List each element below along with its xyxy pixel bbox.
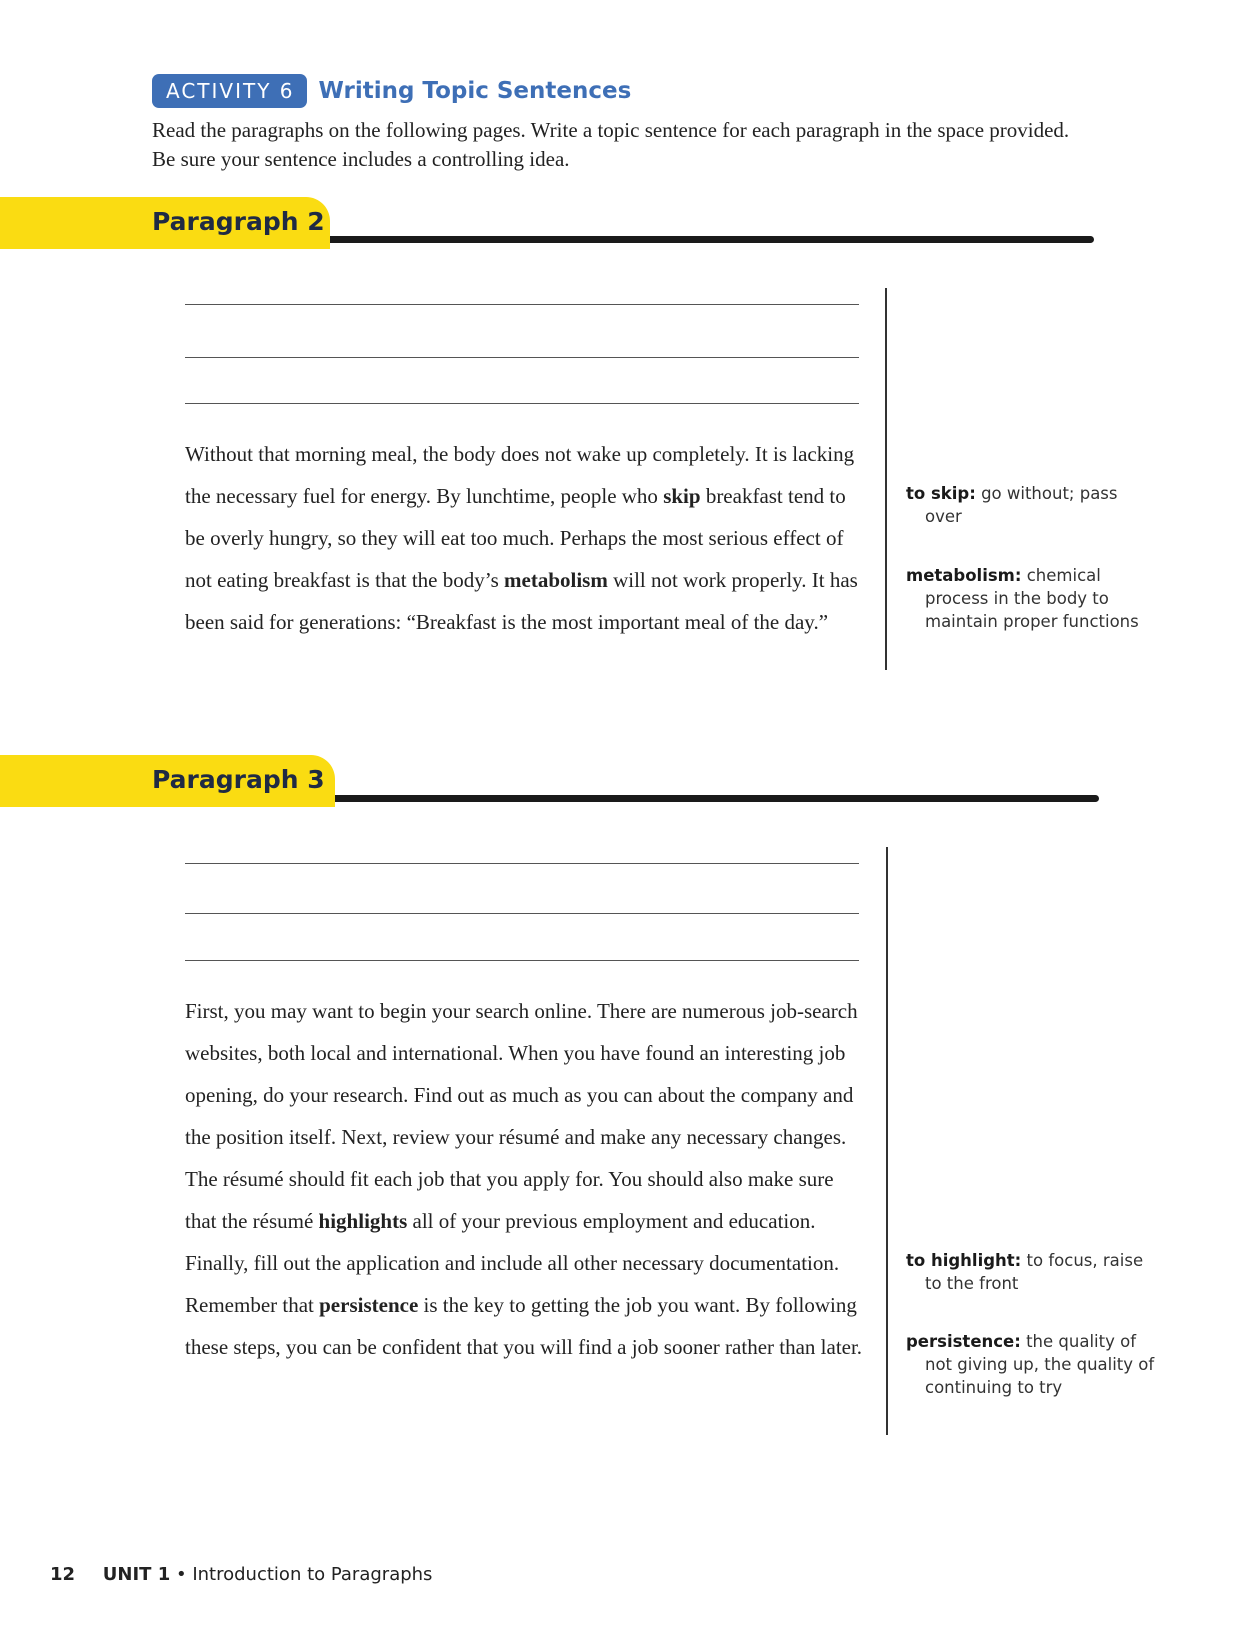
glossary-entry-persistence — [906, 1330, 1155, 1399]
glossary-term: metabolism: — [906, 566, 1022, 585]
paragraph-2-rule — [330, 236, 1094, 243]
margin-divider — [886, 847, 888, 1435]
glossary-term: to highlight: — [906, 1251, 1022, 1270]
activity-badge: ACTIVITY 6 — [152, 74, 307, 108]
answer-line[interactable] — [185, 357, 859, 358]
vocab-term: skip — [663, 484, 701, 508]
glossary-entry-metabolism — [906, 564, 1155, 633]
chapter-title: Introduction to Paragraphs — [192, 1564, 433, 1585]
vocab-term: highlights — [318, 1209, 408, 1233]
vocab-term: persistence — [319, 1293, 419, 1317]
page-footer — [50, 1564, 432, 1585]
text-run: First, you may want to begin your search online. There are numerous job-search websites, both local and international. When you have found an interesting job opening, do your research. Find out as much as you can about the company and the position itself. Next, review your résumé and make any necessary changes. The résumé should fit each job that you apply for. You should also make sure that the résumé — [185, 999, 858, 1233]
paragraph-2-tab — [0, 197, 330, 249]
glossary-definition: chemical process in the body to maintain proper functions — [925, 566, 1139, 631]
text-run: all of your previous employment and education. Finally, fill out the application and include all other necessary documentation. Remember that — [185, 1209, 840, 1317]
activity-title: Writing Topic Sentences — [318, 78, 632, 104]
glossary-term: persistence: — [906, 1332, 1021, 1351]
text-run: breakfast tend to be overly hungry, so they will eat too much. Perhaps the most serious effect of not eating breakfast is that the body’s — [185, 484, 846, 592]
paragraph-3-tab — [0, 755, 335, 807]
paragraph-2-text — [185, 433, 865, 643]
instructions: Read the paragraphs on the following pages. Write a topic sentence for each paragraph in the space provided. Be sure your sentence includes a controlling idea. — [152, 118, 1070, 171]
answer-line[interactable] — [185, 304, 859, 305]
page-number: 12 — [50, 1564, 76, 1585]
footer-separator: • — [175, 1564, 187, 1585]
paragraph-3-rule — [335, 795, 1099, 802]
answer-line[interactable] — [185, 863, 859, 864]
margin-divider — [885, 288, 887, 670]
answer-line[interactable] — [185, 960, 859, 961]
paragraph-2-heading: Paragraph 2 — [152, 207, 325, 236]
activity-header — [152, 74, 631, 108]
paragraph-3-text — [185, 990, 865, 1368]
glossary-entry-skip — [906, 482, 1155, 528]
answer-line[interactable] — [185, 913, 859, 914]
glossary-definition: the quality of not giving up, the quality of continuing to try — [925, 1332, 1155, 1397]
paragraph-3-heading: Paragraph 3 — [152, 765, 325, 794]
text-run: will not work properly. It has been said for generations: “Breakfast is the most important meal of the day.” — [185, 568, 858, 634]
glossary-definition: to focus, raise to the front — [925, 1251, 1144, 1293]
unit-label: UNIT 1 — [102, 1564, 171, 1585]
glossary-definition: go without; pass over — [925, 484, 1118, 526]
answer-line[interactable] — [185, 403, 859, 404]
glossary-entry-highlight — [906, 1249, 1155, 1295]
text-run: is the key to getting the job you want. By following these steps, you can be confident that you will find a job sooner rather than later. — [185, 1293, 863, 1359]
text-run: Without that morning meal, the body does not wake up completely. It is lacking the necessary fuel for energy. By lunchtime, people who — [185, 442, 855, 508]
glossary-term: to skip: — [906, 484, 976, 503]
vocab-term: metabolism — [504, 568, 608, 592]
